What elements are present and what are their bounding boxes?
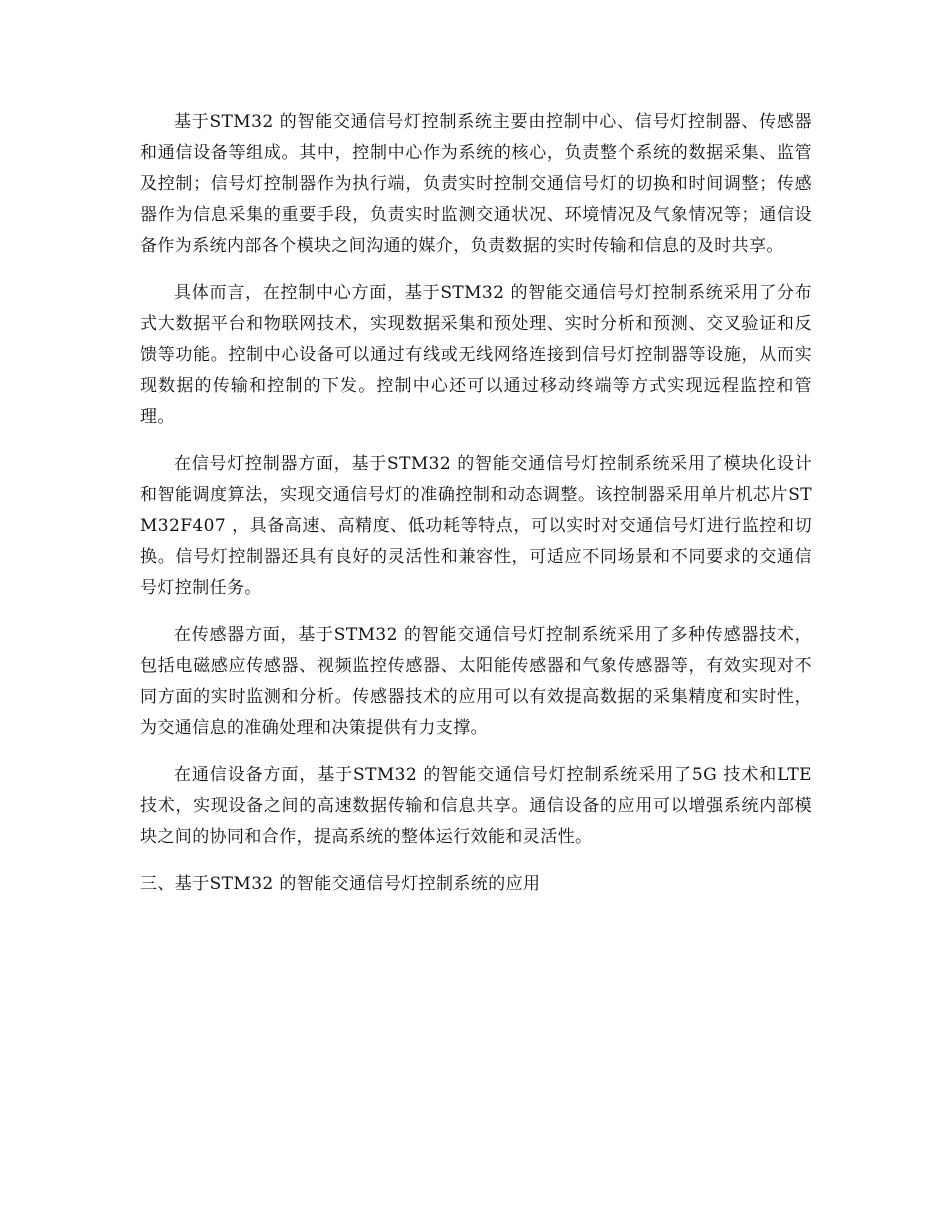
document-body bbox=[140, 107, 812, 900]
section-heading: 三、基于STM32 的智能交通信号灯控制系统的应用 bbox=[140, 874, 541, 894]
paragraph-signal-controller: 在信号灯控制器方面，基于STM32 的智能交通信号灯控制系统采用了模块化设计和智能调度算法，实现交通信号灯的准确控制和动态调整。该控制器采用单片机芯片STM32F407 ，具备高速、高精度、低功耗等特点，可以实时对交通信号灯进行监控和切换。信号灯控制器还具有良好的灵活性和兼容性，可适应不同场景和不同要求的交通信号灯控制任务。 bbox=[140, 454, 812, 598]
paragraph-sensors: 在传感器方面，基于STM32 的智能交通信号灯控制系统采用了多种传感器技术，包括电磁感应传感器、视频监控传感器、太阳能传感器和气象传感器等，有效实现对不同方面的实时监测和分析。传感器技术的应用可以有效提高数据的采集精度和实时性，为交通信息的准确处理和决策提供有力支撑。 bbox=[140, 625, 812, 738]
paragraph-control-center: 具体而言，在控制中心方面，基于STM32 的智能交通信号灯控制系统采用了分布式大数据平台和物联网技术，实现数据采集和预处理、实时分析和预测、交叉验证和反馈等功能。控制中心设备可以通过有线或无线网络连接到信号灯控制器等设施，从而实现数据的传输和控制的下发。控制中心还可以通过移动终端等方式实现远程监控和管理。 bbox=[140, 283, 812, 427]
paragraph-system-overview: 基于STM32 的智能交通信号灯控制系统主要由控制中心、信号灯控制器、传感器和通信设备等组成。其中，控制中心作为系统的核心，负责整个系统的数据采集、监管及控制；信号灯控制器作为执行端，负责实时控制交通信号灯的切换和时间调整；传感器作为信息采集的重要手段，负责实时监测交通状况、环境情况及气象情况等；通信设备作为系统内部各个模块之间沟通的媒介，负责数据的实时传输和信息的及时共享。 bbox=[140, 112, 812, 256]
paragraph-communication: 在通信设备方面，基于STM32 的智能交通信号灯控制系统采用了5G 技术和LTE 技术，实现设备之间的高速数据传输和信息共享。通信设备的应用可以增强系统内部模块之间的协同和合作，提高系统的整体运行效能和灵活性。 bbox=[140, 765, 812, 847]
